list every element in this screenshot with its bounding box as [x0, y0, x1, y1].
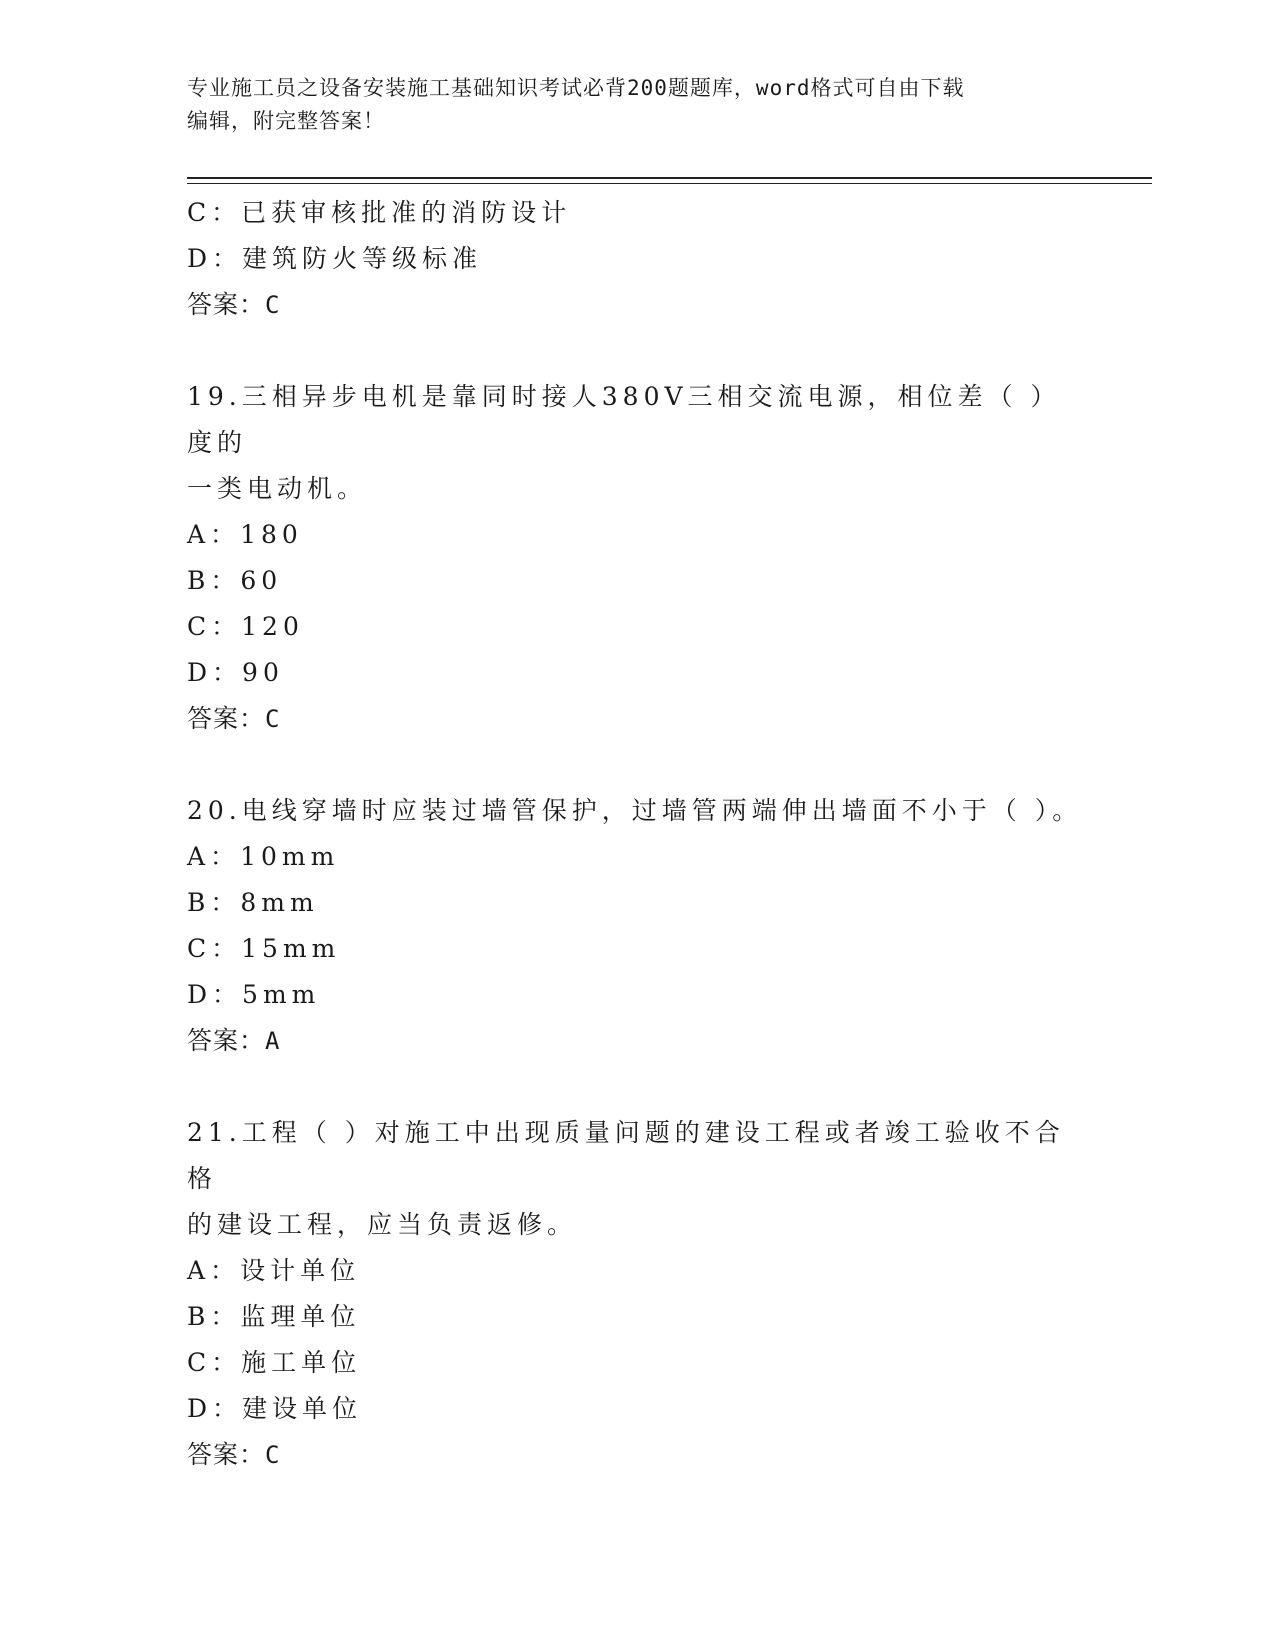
- question-stem-line-2: 一类电动机。: [187, 474, 368, 503]
- question-19: [187, 374, 1087, 742]
- question-list: [187, 190, 1087, 1478]
- option-d: [187, 236, 1087, 282]
- option-label: C：: [187, 1348, 242, 1377]
- answer-value: C: [265, 1441, 281, 1469]
- answer-line: [187, 696, 1087, 742]
- question-21: [187, 1110, 1087, 1478]
- option-label: C：: [187, 934, 242, 963]
- answer-line: [187, 282, 1087, 328]
- option-c: [187, 926, 1087, 972]
- answer-value: C: [265, 705, 281, 733]
- option-text: 8mm: [240, 888, 319, 917]
- answer-line: [187, 1432, 1087, 1478]
- option-label: B：: [187, 1302, 241, 1331]
- answer-line: [187, 1018, 1087, 1064]
- answer-value: A: [265, 1027, 281, 1055]
- option-text: 设计单位: [240, 1256, 361, 1285]
- option-text: 已获审核批准的消防设计: [241, 198, 572, 227]
- header-title-line-2: 编辑，附完整答案！: [187, 109, 385, 133]
- document-header: [187, 72, 1067, 138]
- option-label: A：: [187, 842, 241, 871]
- option-a: [187, 1248, 1087, 1294]
- option-label: C：: [187, 198, 242, 227]
- prev-question-block: [187, 190, 1087, 328]
- option-a: [187, 834, 1087, 880]
- option-label: D：: [187, 980, 243, 1009]
- option-d: [187, 972, 1087, 1018]
- option-text: 180: [240, 520, 303, 549]
- option-label: D：: [187, 244, 243, 273]
- option-d: [187, 1386, 1087, 1432]
- option-label: B：: [187, 566, 241, 595]
- answer-label: 答案：: [187, 1026, 266, 1055]
- header-divider-thick: [187, 177, 1152, 179]
- header-divider-thin: [187, 183, 1152, 184]
- option-text: 建设单位: [242, 1394, 363, 1423]
- option-text: 120: [241, 612, 304, 641]
- question-stem-line-1: 19.三相异步电机是靠同时接人380V三相交流电源，相位差（ ）度的: [187, 382, 1061, 457]
- option-b: [187, 558, 1087, 604]
- option-c: [187, 604, 1087, 650]
- option-label: D：: [187, 1394, 243, 1423]
- option-text: 60: [240, 566, 283, 595]
- option-label: A：: [187, 1256, 241, 1285]
- question-stem-line-2: 的建设工程，应当负责返修。: [187, 1210, 578, 1239]
- option-c: [187, 1340, 1087, 1386]
- answer-label: 答案：: [187, 290, 266, 319]
- option-text: 10mm: [240, 842, 340, 871]
- answer-label: 答案：: [187, 704, 266, 733]
- option-text: 监理单位: [240, 1302, 361, 1331]
- option-c: [187, 190, 1087, 236]
- option-d: [187, 650, 1087, 696]
- question-stem-line-1: 21.工程（ ）对施工中出现质量问题的建设工程或者竣工验收不合格: [187, 1118, 1065, 1193]
- option-text: 15mm: [241, 934, 341, 963]
- option-label: B：: [187, 888, 241, 917]
- option-text: 90: [242, 658, 284, 687]
- answer-value: C: [265, 291, 281, 319]
- option-label: A：: [187, 520, 241, 549]
- answer-label: 答案：: [187, 1440, 266, 1469]
- option-a: [187, 512, 1087, 558]
- option-text: 5mm: [242, 980, 321, 1009]
- option-b: [187, 880, 1087, 926]
- option-label: D：: [187, 658, 243, 687]
- question-stem-line-1: 20.电线穿墙时应装过墙管保护，过墙管两端伸出墙面不小于（ ）。: [187, 796, 1083, 825]
- option-label: C：: [187, 612, 242, 641]
- question-20: [187, 788, 1087, 1064]
- option-text: 施工单位: [241, 1348, 362, 1377]
- header-title-line-1: 专业施工员之设备安装施工基础知识考试必背200题题库，word格式可自由下载: [187, 76, 965, 100]
- option-b: [187, 1294, 1087, 1340]
- option-text: 建筑防火等级标准: [242, 244, 483, 273]
